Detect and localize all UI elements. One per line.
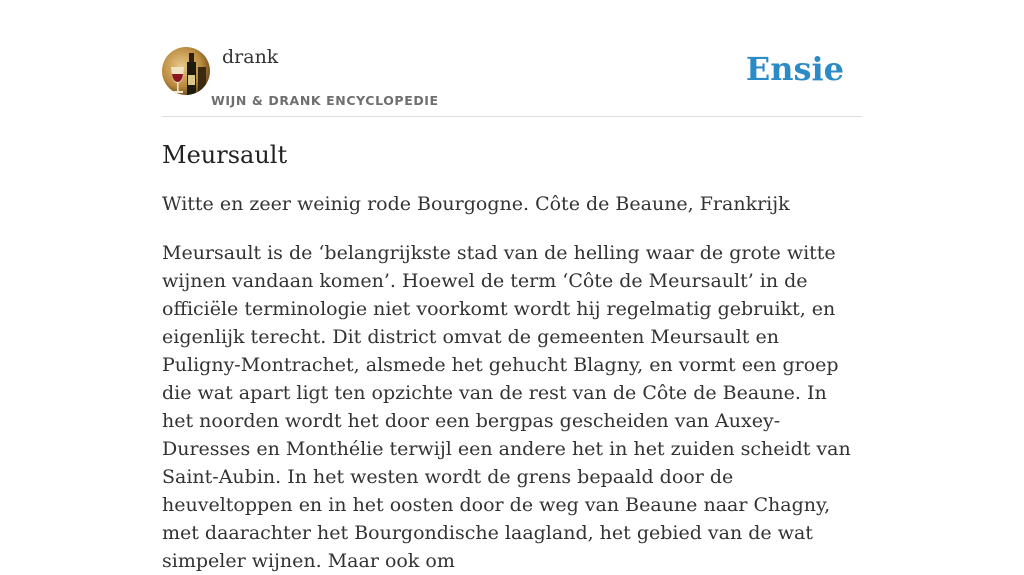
wine-bottle-glass-icon <box>162 47 210 95</box>
article-body: Meursault is de ‘belangrijkste stad van de helling waar de grote witte wijnen vandaan komen’. Hoewel de term ‘Côte de Meursault’ in de officiële terminologie niet voorkomt wordt hij regelmatig gebruikt, en eigenlijk terecht. Dit district omvat de gemeenten Meursault en Puligny-Montrachet, alsmede het gehucht Blagny, en vormt een groep die wat apart ligt ten opzichte van de rest van de Côte de Beaune. In het noorden wordt het door een bergpas gescheiden van Auxey-Duresses en Monthélie terwijl een andere het in het zuiden scheidt van Saint-Aubin. In het westen wordt de grens bepaald door de heuveltoppen en in het oosten door de weg van Beaune naar Chagny, met daarachter het Bourgondische laagland, het gebied van de wat simpeler wijnen. Maar ook om <box>162 242 851 572</box>
article-lead: Witte en zeer weinig rode Bourgogne. Côte de Beaune, Frankrijk <box>162 193 790 215</box>
category-link[interactable]: drank <box>222 46 279 68</box>
category-subtitle: WIJN & DRANK ENCYCLOPEDIE <box>211 93 439 108</box>
site-header <box>162 0 862 117</box>
page-container <box>162 0 862 572</box>
page-title: Meursault <box>162 141 288 169</box>
brand-logo-link[interactable]: Ensie <box>745 50 844 88</box>
category-avatar[interactable] <box>162 47 210 95</box>
